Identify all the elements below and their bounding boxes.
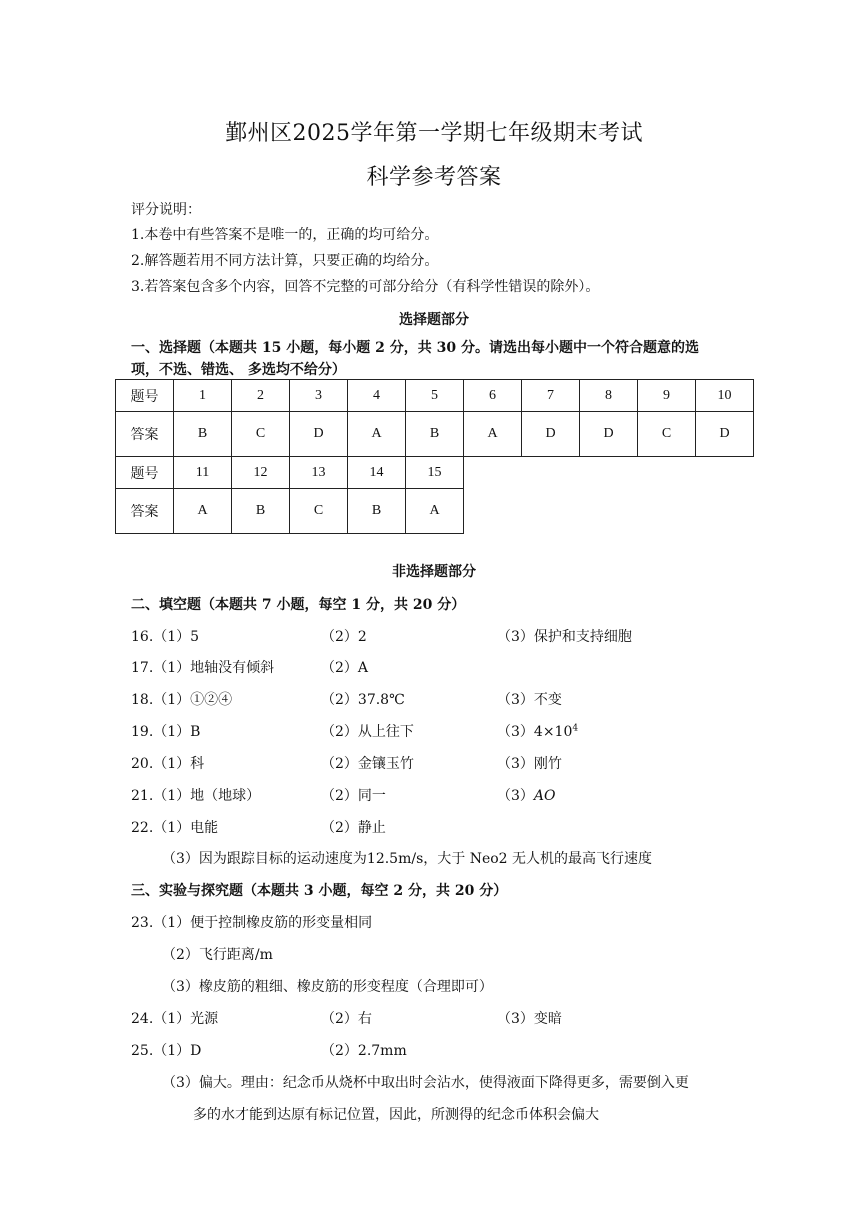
answer-cell: B <box>232 489 290 534</box>
choice-section-heading-line1: 一、选择题（本题共 15 小题，每小题 2 分，共 30 分。请选出每小题中一个符合题意的选 <box>131 340 699 356</box>
row-label: 答案 <box>116 412 174 457</box>
answer-line-q23-2: （2）飞行距离/m <box>162 947 273 963</box>
answer-cell: A <box>174 489 232 534</box>
question-number: 6 <box>464 380 522 412</box>
answer-line-q23-3: （3）橡皮筋的粗细、橡皮筋的形变程度（合理即可） <box>162 979 493 995</box>
answer-cell: B <box>406 412 464 457</box>
answer-cell: B <box>174 412 232 457</box>
answer-table-2 <box>115 456 464 534</box>
answer-line-q25-3b: 多的水才能到达原有标记位置，因此，所测得的纪念币体积会偏大 <box>193 1107 599 1123</box>
question-number: 4 <box>348 380 406 412</box>
answer-cell: B <box>348 489 406 534</box>
scoring-notes-heading: 评分说明： <box>131 202 201 218</box>
question-number: 9 <box>638 380 696 412</box>
non-choice-part-heading: 非选择题部分 <box>392 564 476 580</box>
question-number: 3 <box>290 380 348 412</box>
answer-sheet-page: 鄞州区2025学年第一学期七年级期末考试 科学参考答案 评分说明： 1.本卷中有些答案不是唯一的，正确的均可给分。 2.解答题若用不同方法计算，只要正确的均给分。 3.若答案包含多个内容，回答不完整的可部分给分（有科学性错误的除外）。 选择题部分 一、选择题（本题共 15 小题，每小题 2 分，共 30 分。请选出每小题中一个符合题意的选 项，不选、错选、 多选均不给分） 题号 1 2 3 4 5 6 7 8 9 10 答案 B C D A B A D D C D 题号 11 12 13 14 15 答案 A B C B A 非选择题部分 二、填空题（本题共 7 小题，每空 1 分，共 20 分） 16.（1）5 （2）2 （3）保护和支持细胞 17.（1）地轴没有倾斜 （2）A 18.（1）①②④ （2）37.8℃ （3）不变 19.（1）B （2）从上往下 $(3)4\times 10^4$ 20.（1）科 （2）金镶玉竹 （3）刚竹 21.（1）地（地球） （2）同一 （3）AO 22.（1）电能 （2）静止 （3）因为跟踪目标的运动速度为12.5m/s，大于 Neo2 无人机的最高飞行速度 三、实验与探究题（本题共 3 小题，每空 2 分，共 20 分） 23.（1）便于控制橡皮筋的形变量相同 （2）飞行距离/m （3）橡皮筋的粗细、橡皮筋的形变程度（合理即可） 24.（1）光源 （2）右 （3）变暗 25.（1）D （2）2.7mm （3）偏大。理由：纪念币从烧杯中取出时会沾水，使得液面下降得更多，需要倒入更 多的水才能到达原有标记位置，因此，所测得的纪念币体积会偏大 <box>0 0 868 1227</box>
question-number-row <box>116 457 464 489</box>
question-number: 5 <box>406 380 464 412</box>
answer-row <box>116 489 464 534</box>
experiment-section-heading: 三、实验与探究题（本题共 3 小题，每空 2 分，共 20 分） <box>131 883 508 899</box>
choice-section-heading-line2: 项，不选、错选、 多选均不给分） <box>131 362 346 378</box>
answer-row <box>116 412 754 457</box>
answer-cell: C <box>638 412 696 457</box>
question-number: 13 <box>290 457 348 489</box>
answer-cell: D <box>696 412 754 457</box>
page-title: 鄞州区2025学年第一学期七年级期末考试 <box>225 121 643 146</box>
choice-part-heading: 选择题部分 <box>399 312 469 328</box>
row-label: 题号 <box>116 457 174 489</box>
answer-cell: D <box>522 412 580 457</box>
question-number: 12 <box>232 457 290 489</box>
question-number: 14 <box>348 457 406 489</box>
question-number: 11 <box>174 457 232 489</box>
answer-cell: C <box>290 489 348 534</box>
page-subtitle: 科学参考答案 <box>366 165 502 190</box>
scoring-note-3: 3.若答案包含多个内容，回答不完整的可部分给分（有科学性错误的除外）。 <box>131 279 600 295</box>
scoring-note-1: 1.本卷中有些答案不是唯一的，正确的均可给分。 <box>131 227 439 243</box>
answer-cell: A <box>406 489 464 534</box>
answer-cell: A <box>464 412 522 457</box>
answer-table-1 <box>115 379 754 457</box>
answer-cell: D <box>580 412 638 457</box>
question-number: 10 <box>696 380 754 412</box>
scoring-note-2: 2.解答题若用不同方法计算，只要正确的均给分。 <box>131 253 439 269</box>
answer-cell: A <box>348 412 406 457</box>
question-number: 2 <box>232 380 290 412</box>
row-label: 题号 <box>116 380 174 412</box>
question-number: 15 <box>406 457 464 489</box>
question-number: 8 <box>580 380 638 412</box>
answer-line-q23-1: 23.（1）便于控制橡皮筋的形变量相同 <box>131 915 373 931</box>
row-label: 答案 <box>116 489 174 534</box>
answer-line-q22-3: （3）因为跟踪目标的运动速度为12.5m/s，大于 Neo2 无人机的最高飞行速度 <box>162 851 653 867</box>
question-number: 7 <box>522 380 580 412</box>
fill-section-heading: 二、填空题（本题共 7 小题，每空 1 分，共 20 分） <box>131 597 466 613</box>
answer-cell: C <box>232 412 290 457</box>
question-number: 1 <box>174 380 232 412</box>
answer-cell: D <box>290 412 348 457</box>
answer-line-q25-3a: （3）偏大。理由：纪念币从烧杯中取出时会沾水，使得液面下降得更多，需要倒入更 <box>162 1075 689 1091</box>
question-number-row <box>116 380 754 412</box>
